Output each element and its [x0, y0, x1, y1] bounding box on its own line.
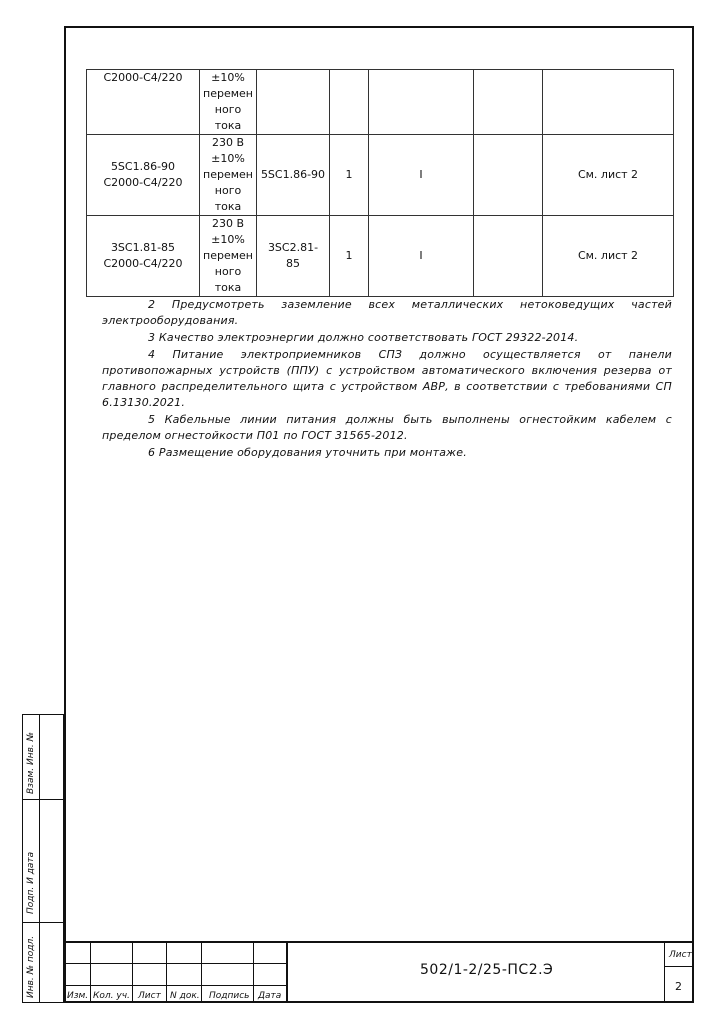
- cell-text: 3SC1.81-85 С2000-С4/220: [103, 241, 183, 270]
- tb-col-list: Лист: [138, 991, 161, 1001]
- voltage-line: ±10%: [211, 233, 245, 246]
- spec-table: [86, 69, 674, 297]
- tb-col-data: Дата: [258, 991, 282, 1001]
- voltage-line: 230 В: [211, 217, 245, 230]
- cell-text: 1: [345, 249, 353, 262]
- tb-col-izm: Изм.: [67, 991, 89, 1001]
- note-3: 3 Качество электроэнергии должно соответствовать ГОСТ 29322-2014.: [148, 331, 579, 344]
- voltage-line: ного: [214, 265, 242, 278]
- tb-col-line: [253, 941, 254, 1003]
- voltage-line: ного: [214, 103, 242, 116]
- table-cell-voltage: [200, 135, 257, 216]
- doc-code: 502/1-2/25-ПС2.Э: [420, 962, 554, 978]
- cell-text: I: [419, 168, 423, 181]
- tb-sheet-line: [664, 966, 694, 967]
- cell-text: См. лист 2: [577, 249, 639, 262]
- side-label-podp: Подп. И дата: [26, 851, 36, 914]
- tb-col-line: [132, 941, 133, 1003]
- cell-text: I: [419, 249, 423, 262]
- voltage-line: ±10%: [211, 71, 245, 84]
- table-cell-voltage: [200, 70, 257, 135]
- table-cell-qty: [330, 135, 369, 216]
- side-divider: [39, 714, 40, 1003]
- table-cell-c6: [474, 135, 543, 216]
- tb-col-line: [201, 941, 202, 1003]
- table-cell-name: [87, 216, 200, 297]
- side-label-inv: Инв. № подл.: [26, 935, 36, 998]
- table-cell-name: [87, 70, 200, 135]
- tb-col-line: [166, 941, 167, 1003]
- tb-col-kol: Кол. уч.: [93, 991, 130, 1001]
- cell-text: 5SC1.86-90: [260, 168, 326, 181]
- table-cell-code: [257, 135, 330, 216]
- tb-top-line: [64, 941, 694, 943]
- note-5: 5 Кабельные линии питания должны быть выполнены огнестойким кабелем с пределом огнестойкости П01 по ГОСТ 31565-2012.: [102, 413, 672, 442]
- voltage-line: тока: [214, 200, 242, 213]
- cell-text: 1: [345, 168, 353, 181]
- voltage-line: перемен: [203, 168, 253, 181]
- voltage-line: ±10%: [211, 152, 245, 165]
- table-cell-qty: [330, 216, 369, 297]
- sheet-label: Лист: [669, 950, 692, 960]
- table-cell-note: [543, 70, 674, 135]
- table-cell-c6: [474, 70, 543, 135]
- table-cell-c6: [474, 216, 543, 297]
- cell-text: См. лист 2: [577, 168, 639, 181]
- tb-col-ndok: N док.: [170, 991, 200, 1001]
- voltage-line: тока: [214, 281, 242, 294]
- table-cell-note: [543, 135, 674, 216]
- voltage-line: ного: [214, 184, 242, 197]
- note-4: 4 Питание электроприемников СПЗ должно осуществляется от панели противопожарных устройств (ППУ) с устройством автоматического включения резерва от главного распределительного щита с устройством АВР, в соответствии с требованиями СП 6.13130.2021.: [102, 348, 672, 409]
- table-cell-c5: [369, 70, 474, 135]
- tb-col-line: [90, 941, 91, 1003]
- table-cell-voltage: [200, 216, 257, 297]
- voltage-line: перемен: [203, 249, 253, 262]
- tb-col-line: [286, 941, 288, 1003]
- table-cell-note: [543, 216, 674, 297]
- cell-text: С2000-С4/220: [103, 71, 183, 84]
- table-cell-code: [257, 216, 330, 297]
- tb-col-line: [664, 941, 665, 1003]
- table-row: [87, 70, 674, 135]
- cell-text: 3SC2.81- 85: [267, 241, 319, 270]
- table-cell-c5: [369, 216, 474, 297]
- notes-block: [102, 297, 672, 462]
- voltage-line: тока: [214, 119, 242, 132]
- table-cell-name: [87, 135, 200, 216]
- table-row: [87, 216, 674, 297]
- table-cell-c5: [369, 135, 474, 216]
- note-2: 2 Предусмотреть заземление всех металлических нетоковедущих частей электрооборудования.: [102, 298, 672, 327]
- side-label-vzam: Взам. Инв. №: [26, 732, 36, 794]
- note-6: 6 Размещение оборудования уточнить при монтаже.: [148, 446, 467, 459]
- sheet-number: 2: [675, 980, 682, 993]
- table-row: [87, 135, 674, 216]
- table-cell-code: [257, 70, 330, 135]
- voltage-line: перемен: [203, 87, 253, 100]
- voltage-line: 230 В: [211, 136, 245, 149]
- table-cell-qty: [330, 70, 369, 135]
- tb-col-podpis: Подпись: [209, 991, 250, 1001]
- cell-text: 5SC1.86-90 С2000-С4/220: [103, 160, 183, 189]
